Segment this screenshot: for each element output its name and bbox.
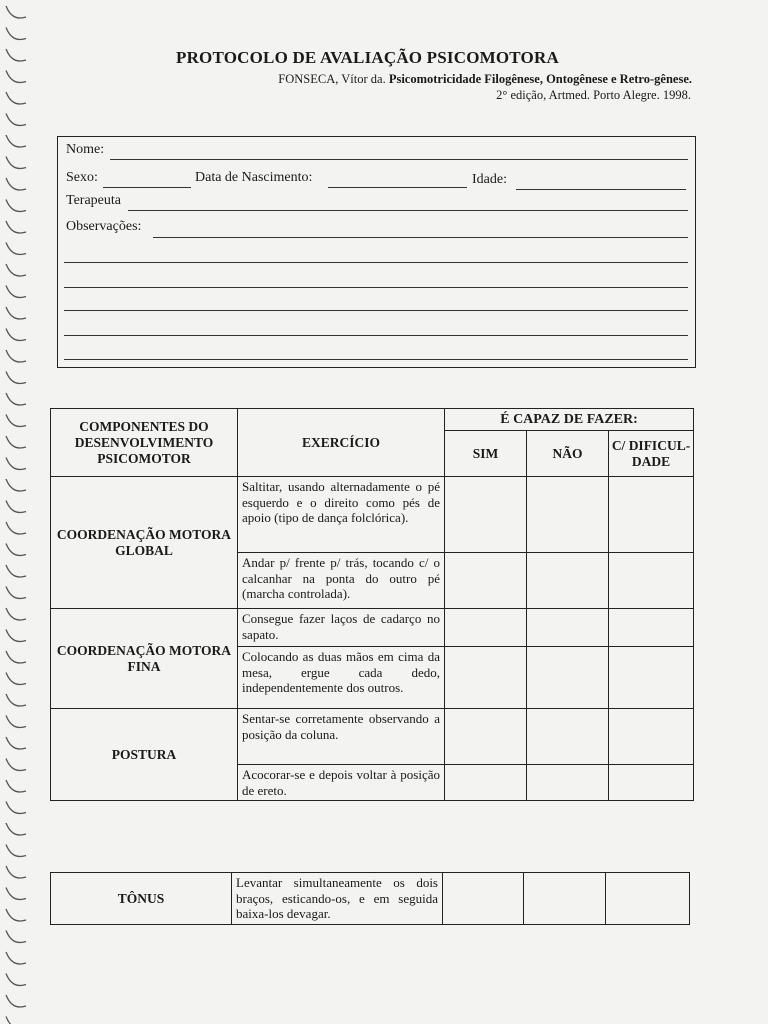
no-checkbox-cell[interactable] <box>527 553 609 609</box>
binding-hole <box>6 501 26 513</box>
binding-hole <box>6 888 26 900</box>
binding-hole <box>6 415 26 427</box>
binding-hole <box>6 716 26 728</box>
tonus-table <box>50 872 690 925</box>
binding-hole <box>6 350 26 362</box>
no-checkbox-cell[interactable] <box>524 873 606 925</box>
exercise-cell: Saltitar, usando alternadamente o pé esquerdo e o direito como pés de apoio (tipo de dança folclórica). <box>238 477 445 553</box>
no-checkbox-cell[interactable] <box>527 609 609 647</box>
binding-hole <box>6 802 26 814</box>
header-capable: É CAPAZ DE FAZER: <box>445 409 694 431</box>
yes-checkbox-cell[interactable] <box>445 647 527 709</box>
reference-author: FONSECA, Vítor da. <box>278 72 386 86</box>
notes-line[interactable] <box>64 287 688 288</box>
reference-edition: 2° edição, Artmed. Porto Alegre. 1998. <box>496 88 691 102</box>
no-checkbox-cell[interactable] <box>527 709 609 765</box>
binding-hole <box>6 114 26 126</box>
binding-hole <box>6 372 26 384</box>
notes-line[interactable] <box>64 262 688 263</box>
binding-hole <box>6 1017 26 1024</box>
header-difficulty: C/ DIFICUL-DADE <box>609 431 694 477</box>
binding-hole <box>6 92 26 104</box>
reference-line <box>278 72 692 87</box>
binding-hole <box>6 178 26 190</box>
age-label: Idade: <box>472 172 507 187</box>
reference-work: Psicomotricidade Filogênese, Ontogênese e Retro-gênese. <box>388 72 692 86</box>
difficulty-checkbox-cell[interactable] <box>609 609 694 647</box>
age-field[interactable] <box>516 189 686 190</box>
binding-hole <box>6 157 26 169</box>
binding-hole <box>6 909 26 921</box>
header-yes: SIM <box>445 431 527 477</box>
binding-hole <box>6 522 26 534</box>
binding-hole <box>6 823 26 835</box>
component-cell: TÔNUS <box>51 873 232 925</box>
notes-line[interactable] <box>64 310 688 311</box>
no-checkbox-cell[interactable] <box>527 647 609 709</box>
difficulty-checkbox-cell[interactable] <box>609 765 694 801</box>
patient-info-box <box>57 136 696 368</box>
sex-label: Sexo: <box>66 170 98 185</box>
binding-hole <box>6 931 26 943</box>
binding-hole <box>6 6 26 18</box>
binding-hole <box>6 544 26 556</box>
binding-hole <box>6 587 26 599</box>
no-checkbox-cell[interactable] <box>527 477 609 553</box>
binding-hole <box>6 71 26 83</box>
exercise-cell: Andar p/ frente p/ trás, tocando c/ o calcanhar na ponta do outro pé (marcha controlada). <box>238 553 445 609</box>
yes-checkbox-cell[interactable] <box>445 765 527 801</box>
exercise-cell: Consegue fazer laços de cadarço no sapato. <box>238 609 445 647</box>
difficulty-checkbox-cell[interactable] <box>609 477 694 553</box>
binding-hole <box>6 737 26 749</box>
yes-checkbox-cell[interactable] <box>443 873 524 925</box>
notes-line[interactable] <box>64 335 688 336</box>
binding-hole <box>6 458 26 470</box>
binding-hole <box>6 694 26 706</box>
binding-hole <box>6 866 26 878</box>
binding-hole <box>6 307 26 319</box>
binding-hole <box>6 651 26 663</box>
yes-checkbox-cell[interactable] <box>445 709 527 765</box>
component-cell: COORDENAÇÃO MOTORA FINA <box>51 609 238 709</box>
header-no: NÃO <box>527 431 609 477</box>
binding-hole <box>6 221 26 233</box>
notes-line[interactable] <box>153 237 688 238</box>
notes-line[interactable] <box>64 359 688 360</box>
binding-hole <box>6 393 26 405</box>
therapist-label: Terapeuta <box>66 193 121 208</box>
binding-hole <box>6 28 26 40</box>
binding-hole <box>6 780 26 792</box>
difficulty-checkbox-cell[interactable] <box>609 553 694 609</box>
binding-hole <box>6 630 26 642</box>
header-exercise: EXERCÍCIO <box>238 409 445 477</box>
assessment-table <box>50 408 694 801</box>
name-field[interactable] <box>110 159 688 160</box>
exercise-cell: Sentar-se corretamente observando a posição da coluna. <box>238 709 445 765</box>
binding-hole <box>6 243 26 255</box>
component-cell: COORDENAÇÃO MOTORA GLOBAL <box>51 477 238 609</box>
sex-field[interactable] <box>103 187 191 188</box>
binding-hole <box>6 952 26 964</box>
notes-label: Observações: <box>66 219 142 234</box>
binding-hole <box>6 974 26 986</box>
difficulty-checkbox-cell[interactable] <box>606 873 690 925</box>
no-checkbox-cell[interactable] <box>527 765 609 801</box>
yes-checkbox-cell[interactable] <box>445 553 527 609</box>
name-label: Nome: <box>66 142 105 157</box>
yes-checkbox-cell[interactable] <box>445 609 527 647</box>
exercise-cell: Levantar simultaneamente os dois braços, esticando-os, e em seguida baixa-los devagar. <box>232 873 443 925</box>
binding-hole <box>6 200 26 212</box>
difficulty-checkbox-cell[interactable] <box>609 709 694 765</box>
binding-hole <box>6 673 26 685</box>
therapist-field[interactable] <box>128 210 688 211</box>
component-cell: POSTURA <box>51 709 238 801</box>
binding-hole <box>6 565 26 577</box>
birth-date-field[interactable] <box>328 187 467 188</box>
binding-hole <box>6 845 26 857</box>
binding-hole <box>6 436 26 448</box>
binding-hole <box>6 135 26 147</box>
binding-hole <box>6 49 26 61</box>
binding-hole <box>6 264 26 276</box>
binding-hole <box>6 286 26 298</box>
binding-hole <box>6 479 26 491</box>
binding-hole <box>6 995 26 1007</box>
binding-hole <box>6 329 26 341</box>
exercise-cell: Colocando as duas mãos em cima da mesa, ergue cada dedo, independentemente dos outros. <box>238 647 445 709</box>
exercise-cell: Acocorar-se e depois voltar à posição de ereto. <box>238 765 445 801</box>
binding-hole <box>6 759 26 771</box>
header-component: COMPONENTES DO DESENVOLVIMENTO PSICOMOTOR <box>51 409 238 477</box>
spiral-binding <box>2 0 36 1024</box>
birth-date-label: Data de Nascimento: <box>195 170 313 185</box>
difficulty-checkbox-cell[interactable] <box>609 647 694 709</box>
yes-checkbox-cell[interactable] <box>445 477 527 553</box>
page-title: PROTOCOLO DE AVALIAÇÃO PSICOMOTORA <box>176 48 559 67</box>
binding-hole <box>6 608 26 620</box>
